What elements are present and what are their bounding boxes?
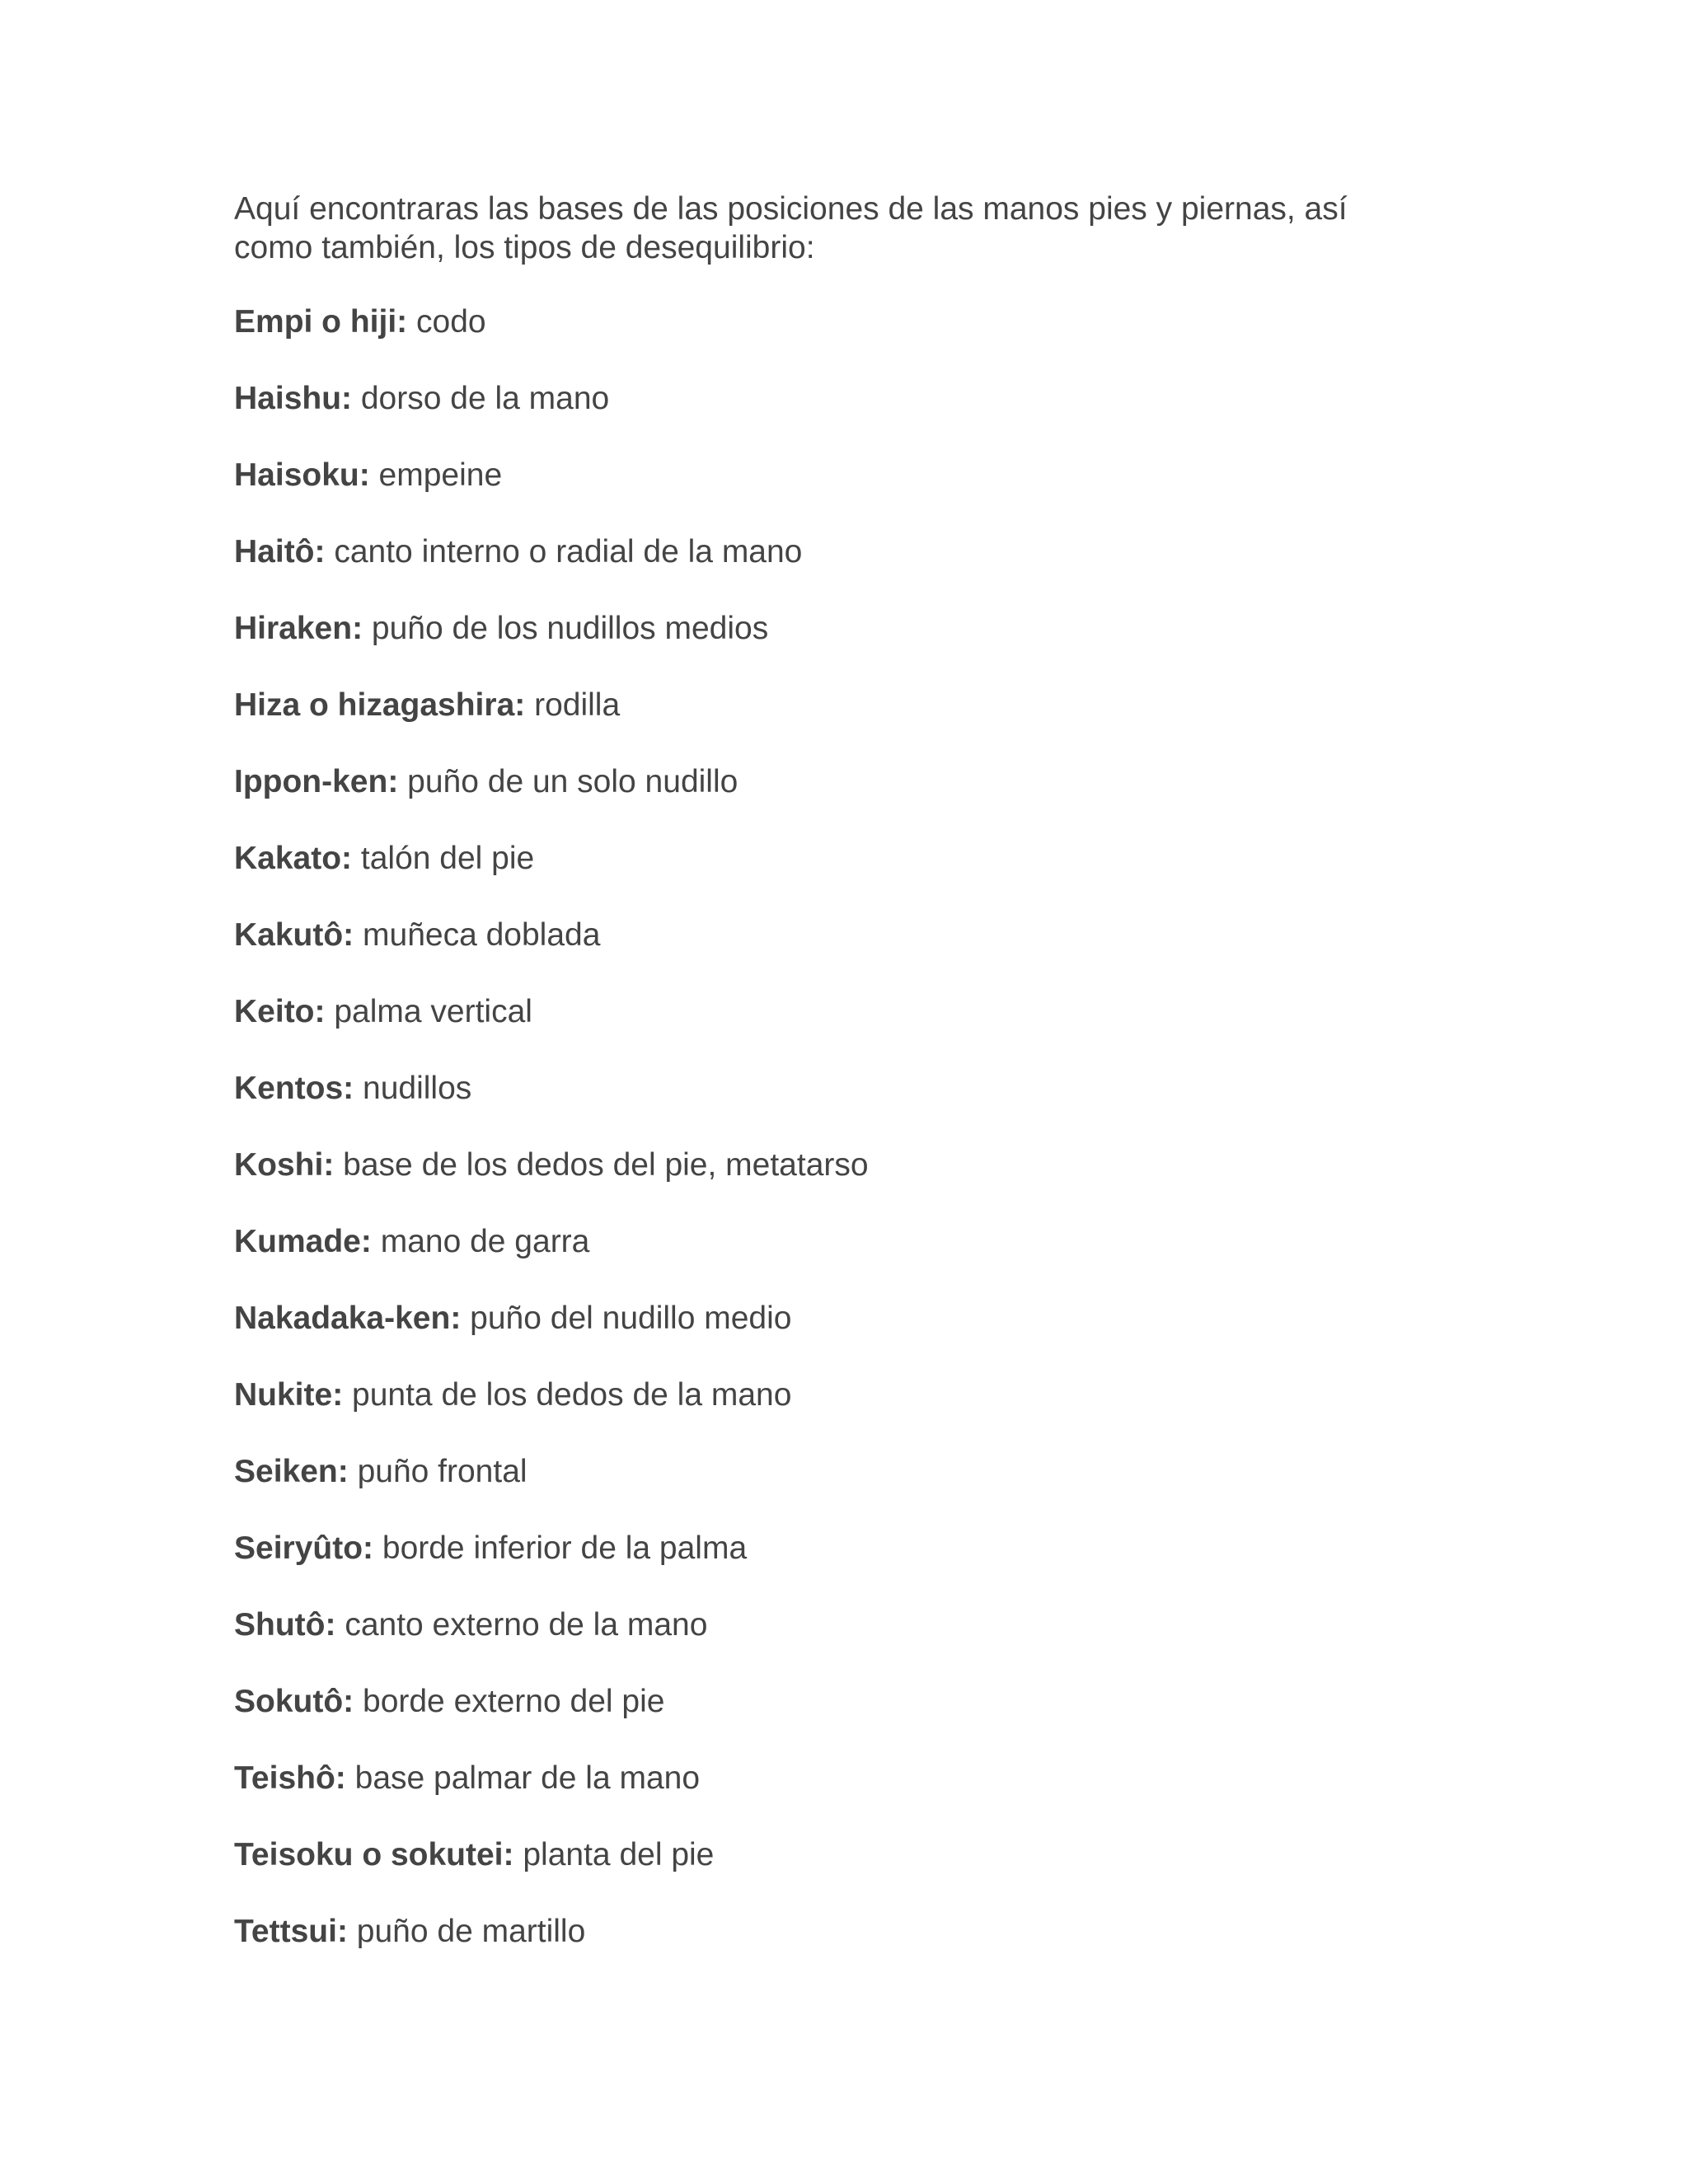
- glossary-definition: muñeca doblada: [363, 917, 601, 953]
- glossary-definition: puño de un solo nudillo: [407, 764, 738, 799]
- glossary-entry: [234, 1300, 1470, 1337]
- glossary-term: Empi o hiji:: [234, 304, 408, 340]
- glossary-entry: [234, 1683, 1470, 1720]
- glossary-definition: rodilla: [534, 687, 621, 723]
- glossary-entry: [234, 1913, 1470, 1950]
- glossary-definition: puño de los nudillos medios: [371, 611, 769, 646]
- glossary-term: Nakadaka-ken:: [234, 1301, 462, 1336]
- glossary-entry: [234, 687, 1470, 724]
- glossary-definition: puño del nudillo medio: [470, 1301, 792, 1336]
- glossary-definition: dorso de la mano: [360, 381, 610, 416]
- glossary-definition: codo: [416, 304, 486, 340]
- intro-paragraph: Aquí encontraras las bases de las posiciones de las manos pies y piernas, así como también, los tipos de desequilibrio:: [234, 191, 1348, 265]
- glossary-entry: [234, 1223, 1470, 1260]
- glossary-definition: planta del pie: [523, 1837, 715, 1872]
- glossary-term: Haisoku:: [234, 457, 370, 493]
- glossary-definition: canto interno o radial de la mano: [334, 534, 803, 569]
- glossary-term: Hiza o hizagashira:: [234, 687, 526, 723]
- glossary-definition: base de los dedos del pie, metatarso: [343, 1147, 869, 1183]
- glossary-definition: palma vertical: [334, 994, 532, 1029]
- glossary-definition: borde externo del pie: [363, 1684, 665, 1719]
- glossary-entry: [234, 1760, 1470, 1797]
- glossary-entry: [234, 763, 1470, 800]
- glossary-term: Haishu:: [234, 381, 353, 416]
- glossary-list: [234, 303, 1470, 1950]
- glossary-entry: [234, 1070, 1470, 1107]
- glossary-term: Kakato:: [234, 841, 353, 876]
- glossary-entry: [234, 1376, 1470, 1413]
- glossary-definition: puño frontal: [357, 1454, 528, 1489]
- glossary-entry: [234, 533, 1470, 570]
- glossary-definition: base palmar de la mano: [354, 1760, 701, 1796]
- glossary-definition: canto externo de la mano: [345, 1607, 708, 1643]
- glossary-entry: [234, 380, 1470, 417]
- glossary-entry: [234, 916, 1470, 954]
- glossary-term: Keito:: [234, 994, 326, 1029]
- glossary-term: Kakutô:: [234, 917, 354, 953]
- glossary-term: Teisoku o sokutei:: [234, 1837, 514, 1872]
- document-page: [234, 190, 1470, 1990]
- glossary-term: Tettsui:: [234, 1914, 348, 1949]
- glossary-entry: [234, 993, 1470, 1030]
- glossary-definition: borde inferior de la palma: [382, 1530, 748, 1566]
- glossary-entry: [234, 840, 1470, 877]
- glossary-term: Haitô:: [234, 534, 326, 569]
- glossary-entry: [234, 457, 1470, 494]
- glossary-term: Hiraken:: [234, 611, 363, 646]
- glossary-entry: [234, 1836, 1470, 1873]
- glossary-term: Koshi:: [234, 1147, 335, 1183]
- glossary-definition: puño de martillo: [356, 1914, 586, 1949]
- glossary-term: Ippon-ken:: [234, 764, 399, 799]
- glossary-entry: [234, 1530, 1470, 1567]
- glossary-definition: punta de los dedos de la mano: [352, 1377, 792, 1413]
- glossary-entry: [234, 610, 1470, 647]
- glossary-definition: empeine: [378, 457, 503, 493]
- glossary-term: Sokutô:: [234, 1684, 354, 1719]
- glossary-term: Shutô:: [234, 1607, 336, 1643]
- glossary-entry: [234, 1146, 1470, 1183]
- glossary-term: Kumade:: [234, 1224, 372, 1259]
- glossary-definition: mano de garra: [380, 1224, 590, 1259]
- glossary-term: Nukite:: [234, 1377, 344, 1413]
- glossary-term: Seiryûto:: [234, 1530, 374, 1566]
- glossary-entry: [234, 303, 1470, 340]
- glossary-term: Kentos:: [234, 1071, 354, 1106]
- glossary-term: Teishô:: [234, 1760, 346, 1796]
- glossary-definition: talón del pie: [360, 841, 535, 876]
- glossary-entry: [234, 1453, 1470, 1490]
- glossary-term: Seiken:: [234, 1454, 349, 1489]
- glossary-entry: [234, 1606, 1470, 1643]
- glossary-definition: nudillos: [363, 1071, 472, 1106]
